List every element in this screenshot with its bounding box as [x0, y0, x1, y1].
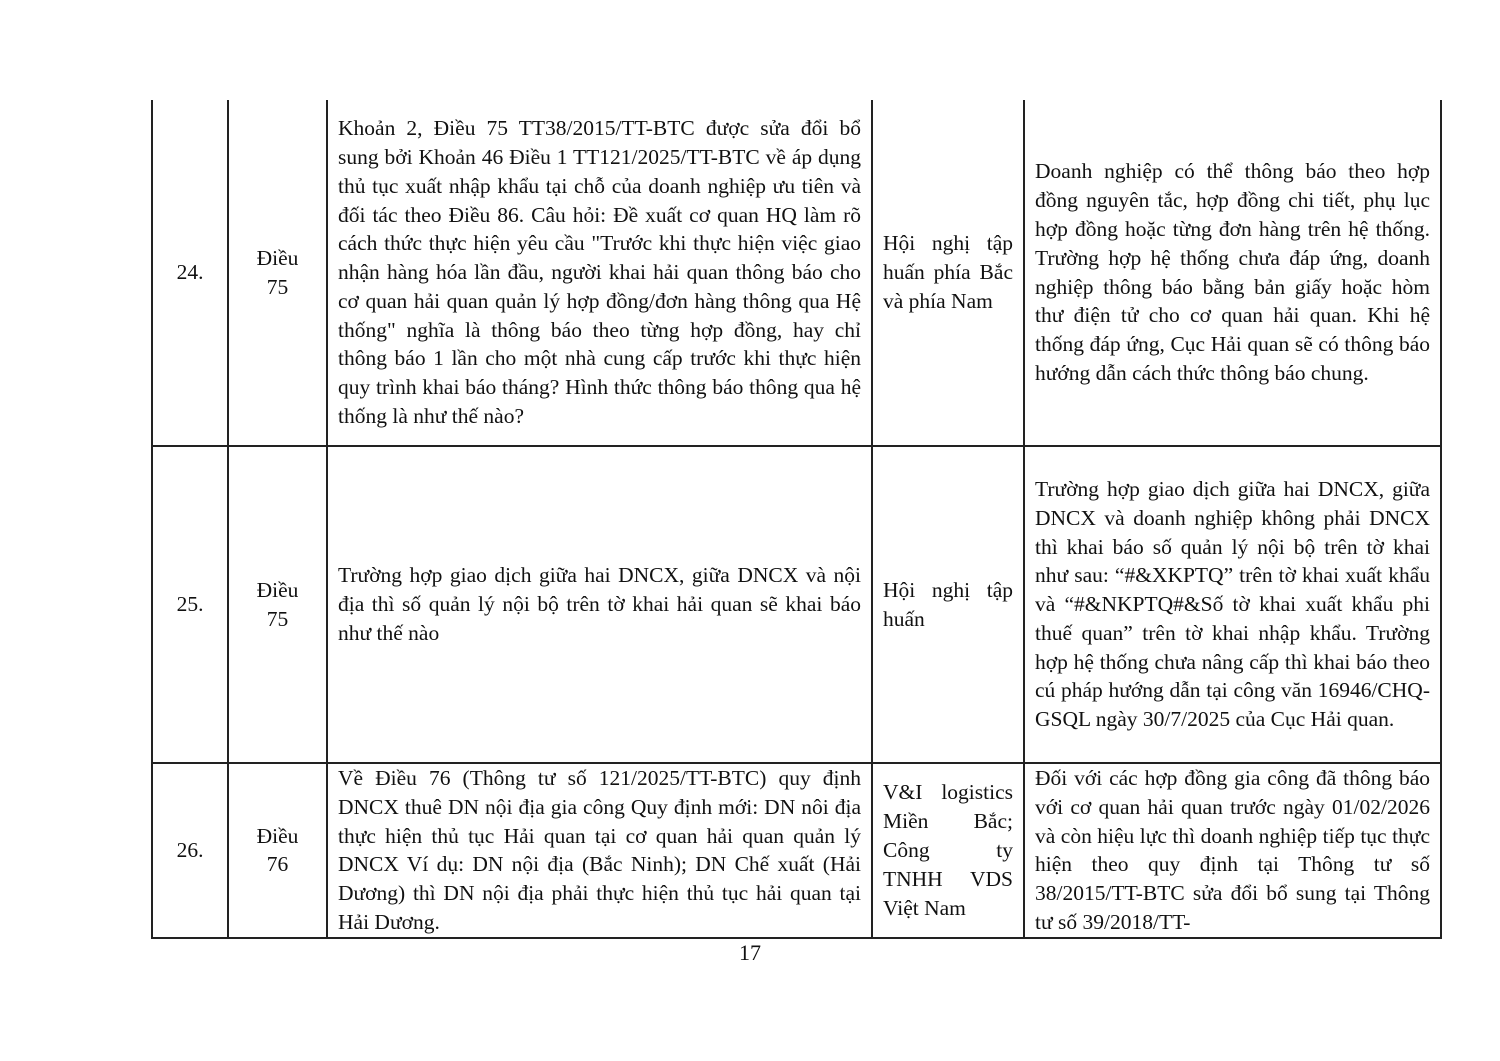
article-cell [228, 763, 327, 938]
article-label: Điều [256, 577, 299, 602]
table-row [152, 763, 1441, 938]
article-number: 76 [266, 852, 289, 877]
row-number: 25. [152, 446, 228, 763]
row-number: 24. [152, 100, 228, 446]
article-label: Điều [256, 823, 299, 848]
page-number: 17 [739, 940, 761, 965]
question-cell: Trường hợp giao dịch giữa hai DNCX, giữa DNCX và nội địa thì số quản lý nội bộ trên tờ khai hải quan sẽ khai báo như thế nào [327, 446, 872, 763]
answer-cell: Đối với các hợp đồng gia công đã thông báo với cơ quan hải quan trước ngày 01/02/2026 và còn hiệu lực thì doanh nghiệp tiếp tục thực hiện theo quy định tại Thông tư số 38/2015/TT-BTC sửa đổi bổ sung tại Thông tư số 39/2018/TT- [1024, 763, 1441, 938]
qa-table [151, 100, 1442, 939]
table-row [152, 446, 1441, 763]
question-cell: Về Điều 76 (Thông tư số 121/2025/TT-BTC) quy định DNCX thuê DN nội địa gia công Quy định mới: DN nôi địa thực hiện thủ tục Hải quan tại cơ quan hải quan quản lý DNCX Ví dụ: DN nội địa (Bắc Ninh); DN Chế xuất (Hải Dương) thì DN nội địa phải thực hiện thủ tục hải quan tại Hải Dương. [327, 763, 872, 938]
source-cell: Hội nghị tập huấn [872, 446, 1024, 763]
row-number: 26. [152, 763, 228, 938]
article-label: Điều [256, 245, 299, 270]
article-cell [228, 100, 327, 446]
article-number: 75 [266, 274, 289, 299]
article-cell [228, 446, 327, 763]
source-cell: Hội nghị tập huấn phía Bắc và phía Nam [872, 100, 1024, 446]
source-cell: V&I logistics Miền Bắc; Công ty TNHH VDS Việt Nam [872, 763, 1024, 938]
answer-cell: Trường hợp giao dịch giữa hai DNCX, giữa DNCX và doanh nghiệp không phải DNCX thì khai báo số quản lý nội bộ trên tờ khai như sau: “#&XKPTQ” trên tờ khai xuất khẩu và “#&NKPTQ#&Số tờ khai xuất khẩu phi thuế quan” trên tờ khai nhập khẩu. Trường hợp hệ thống chưa nâng cấp thì khai báo theo cú pháp hướng dẫn tại công văn 16946/CHQ-GSQL ngày 30/7/2025 của Cục Hải quan. [1024, 446, 1441, 763]
article-number: 75 [266, 606, 289, 631]
answer-cell: Doanh nghiệp có thể thông báo theo hợp đồng nguyên tắc, hợp đồng chi tiết, phụ lục hợp đồng hoặc từng đơn hàng trên hệ thống. Trường hợp hệ thống chưa đáp ứng, doanh nghiệp thông báo bằng bản giấy hoặc hòm thư điện tử cho cơ quan hải quan. Khi hệ thống đáp ứng, Cục Hải quan sẽ có thông báo hướng dẫn cách thức thông báo chung. [1024, 100, 1441, 446]
table-row [152, 100, 1441, 446]
question-cell: Khoản 2, Điều 75 TT38/2015/TT-BTC được sửa đổi bổ sung bởi Khoản 46 Điều 1 TT121/2025/TT-BTC về áp dụng thủ tục xuất nhập khẩu tại chỗ của doanh nghiệp ưu tiên và đối tác theo Điều 86. Câu hỏi: Đề xuất cơ quan HQ làm rõ cách thức thực hiện yêu cầu "Trước khi thực hiện việc giao nhận hàng hóa lần đầu, người khai hải quan thông báo cho cơ quan hải quan quản lý hợp đồng/đơn hàng thông qua Hệ thống" nghĩa là thông báo theo từng hợp đồng, hay chỉ thông báo 1 lần cho một nhà cung cấp trước khi thực hiện quy trình khai báo tháng? Hình thức thông báo thông qua hệ thống là như thế nào? [327, 100, 872, 446]
